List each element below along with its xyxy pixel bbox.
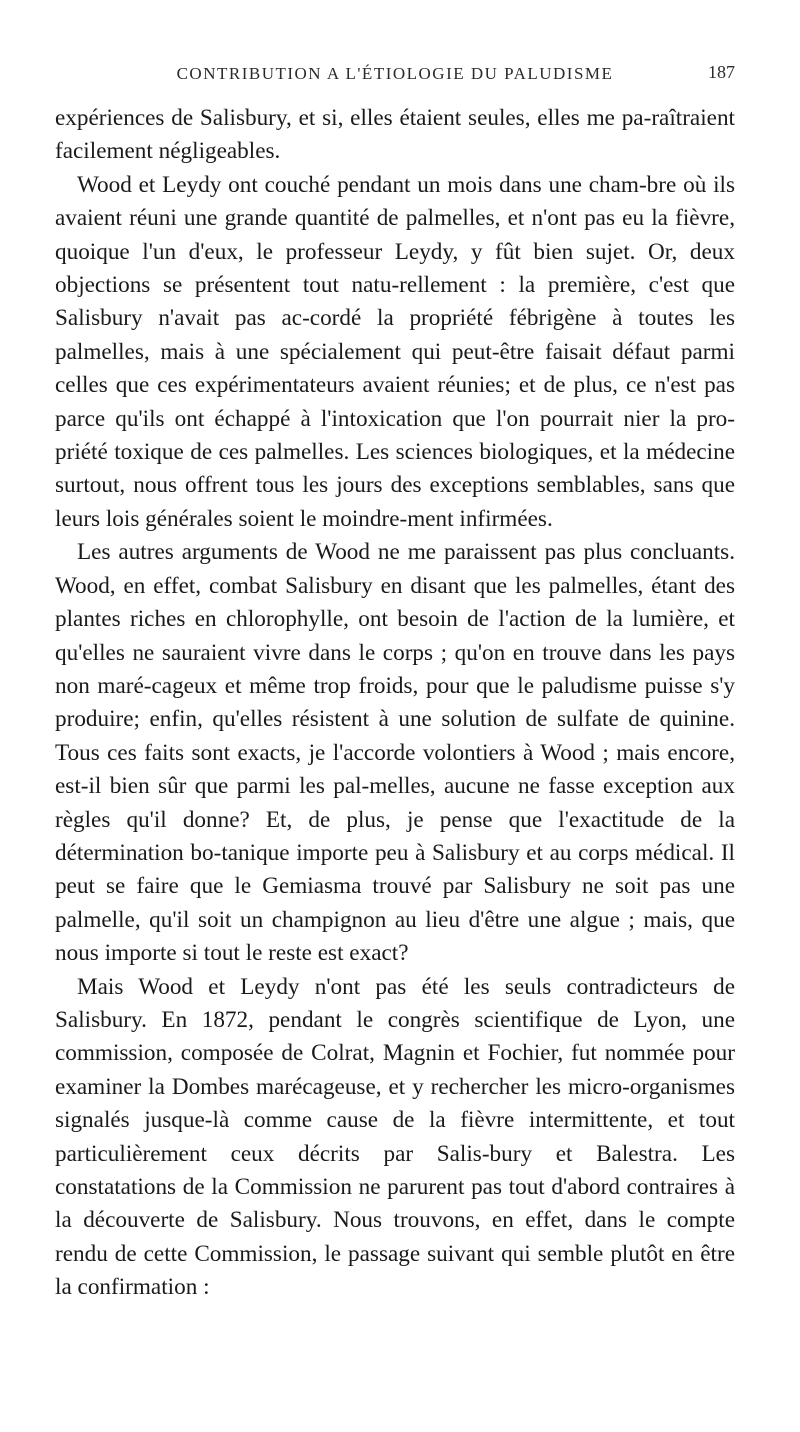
paragraph-lyon-commission: Mais Wood et Leydy n'ont pas été les seuls contradicteurs de Salisbury. En 1872, pendant le congrès scientifique de Lyon, une commission, composée de Colrat, Magnin et Fochier, fut nommée pour examiner la Dombes marécageuse, et y rechercher les micro-organismes signalés jusque-là comme cause de la fièvre intermittente, et tout particulièrement ceux décrits par Salis-bury et Balestra. Les constatations de la Commission ne parurent pas tout d'abord contraires à la découverte de Salisbury. Nous trouvons, en effet, dans le compte rendu de cette Commission, le passage suivant qui semble plutôt en être la confirmation : <box>55 973 735 1301</box>
running-title: CONTRIBUTION A L'ÉTIOLOGIE DU PALUDISME <box>176 64 614 83</box>
paragraph-continued: expériences de Salisbury, et si, elles étaient seules, elles me pa-raîtraient facilement négligeables. <box>55 105 735 165</box>
body-text <box>55 102 735 1305</box>
book-page <box>55 60 735 1305</box>
paragraph-wood-leydy-experiment: Wood et Leydy ont couché pendant un mois dans une cham-bre où ils avaient réuni une grande quantité de palmelles, et n'ont pas eu la fièvre, quoique l'un d'eux, le professeur Leydy, y fût bien sujet. Or, deux objections se présentent tout natu-rellement : la première, c'est que Salisbury n'avait pas ac-cordé la propriété fébrigène à toutes les palmelles, mais à une spécialement qui peut-être faisait défaut parmi celles que ces expérimentateurs avaient réunies; et de plus, ce n'est pas parce qu'ils ont échappé à l'intoxication que l'on pourrait nier la pro-priété toxique de ces palmelles. Les sciences biologiques, et la médecine surtout, nous offrent tous les jours des exceptions semblables, sans que leurs lois générales soient le moindre-ment infirmées. <box>55 171 735 532</box>
running-header <box>55 60 735 94</box>
paragraph-wood-arguments: Les autres arguments de Wood ne me paraissent pas plus concluants. Wood, en effet, combat Salisbury en disant que les palmelles, étant des plantes riches en chlorophylle, ont besoin de l'action de la lumière, et qu'elles ne sauraient vivre dans le corps ; qu'on en trouve dans les pays non maré-cageux et même trop froids, pour que le paludisme puisse s'y produire; enfin, qu'elles résistent à une solution de sulfate de quinine. Tous ces faits sont exacts, je l'accorde volontiers à Wood ; mais encore, est-il bien sûr que parmi les pal-melles, aucune ne fasse exception aux règles qu'il donne? Et, de plus, je pense que l'exactitude de la détermination bo-tanique importe peu à Salisbury et au corps médical. Il peut se faire que le Gemiasma trouvé par Salisbury ne soit pas une palmelle, qu'il soit un champignon au lieu d'être une algue ; mais, que nous importe si tout le reste est exact? <box>55 539 735 967</box>
page-number: 187 <box>708 62 735 82</box>
